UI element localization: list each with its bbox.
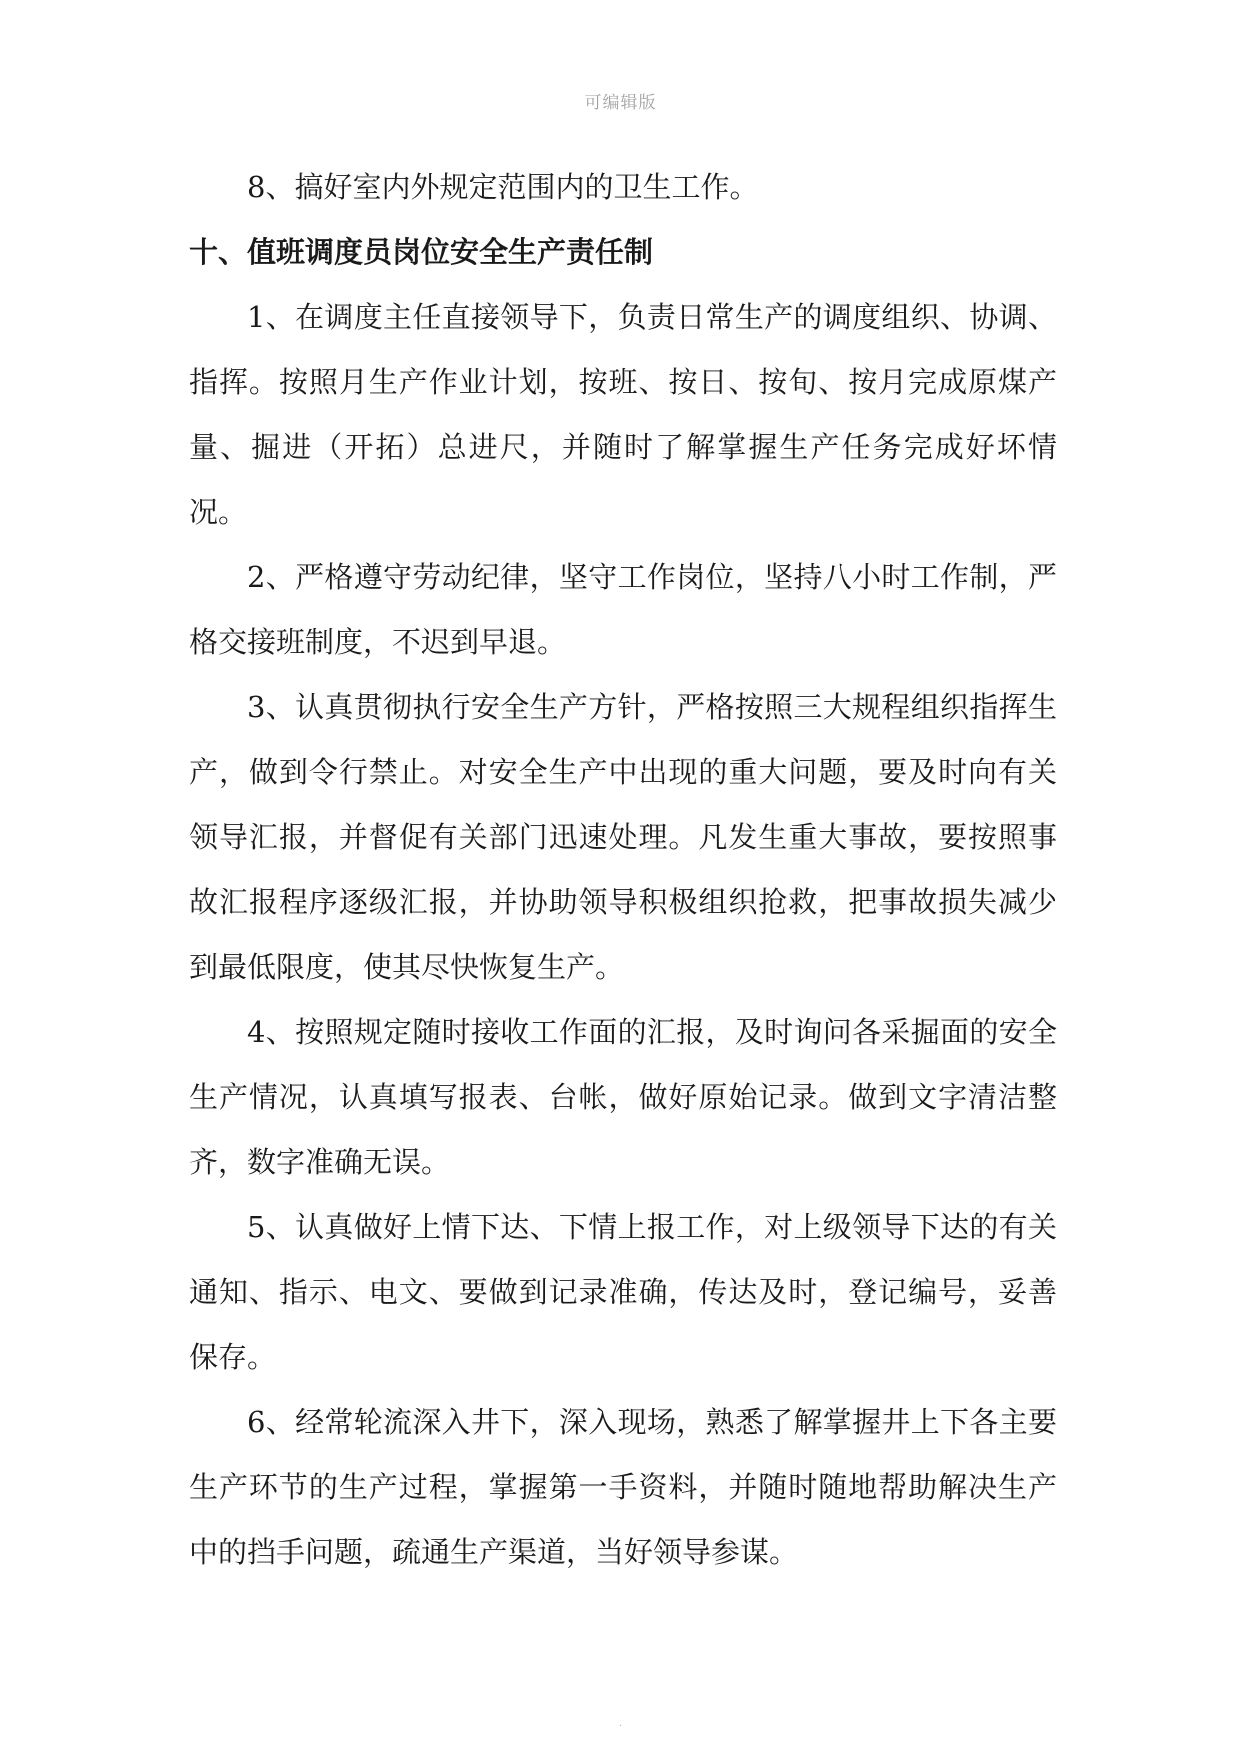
- paragraph-item-5: 5、认真做好上情下达、下情上报工作，对上级领导下达的有关通知、指示、电文、要做到记录准确，传达及时，登记编号，妥善保存。: [189, 1210, 1057, 1374]
- paragraph-item-8: 8、搞好室内外规定范围内的卫生工作。: [247, 170, 759, 204]
- paragraph-item-6: 6、经常轮流深入井下，深入现场，熟悉了解掌握井上下各主要生产环节的生产过程，掌握第一手资料，并随时随地帮助解决生产中的挡手问题，疏通生产渠道，当好领导参谋。: [189, 1405, 1057, 1569]
- editable-version-note: 可编辑版: [584, 93, 657, 113]
- document-body: [189, 155, 1057, 1585]
- section-title: 十、值班调度员岗位安全生产责任制: [189, 235, 654, 269]
- paragraph-item-2: 2、严格遵守劳动纪律，坚守工作岗位，坚持八小时工作制，严格交接班制度，不迟到早退。: [189, 560, 1057, 659]
- paragraph-item-3: 3、认真贯彻执行安全生产方针，严格按照三大规程组织指挥生产，做到令行禁止。对安全生产中出现的重大问题，要及时向有关领导汇报，并督促有关部门迅速处理。凡发生重大事故，要按照事故汇报程序逐级汇报，并协助领导积极组织抢救，把事故损失减少到最低限度，使其尽快恢复生产。: [189, 690, 1057, 984]
- footer-mark: .: [618, 1718, 623, 1729]
- paragraph-item-4: 4、按照规定随时接收工作面的汇报，及时询问各采掘面的安全生产情况，认真填写报表、台帐，做好原始记录。做到文字清洁整齐，数字准确无误。: [189, 1015, 1057, 1179]
- paragraph-item-1: 1、在调度主任直接领导下，负责日常生产的调度组织、协调、指挥。按照月生产作业计划，按班、按日、按旬、按月完成原煤产量、掘进（开拓）总进尺，并随时了解掌握生产任务完成好坏情况。: [189, 300, 1057, 529]
